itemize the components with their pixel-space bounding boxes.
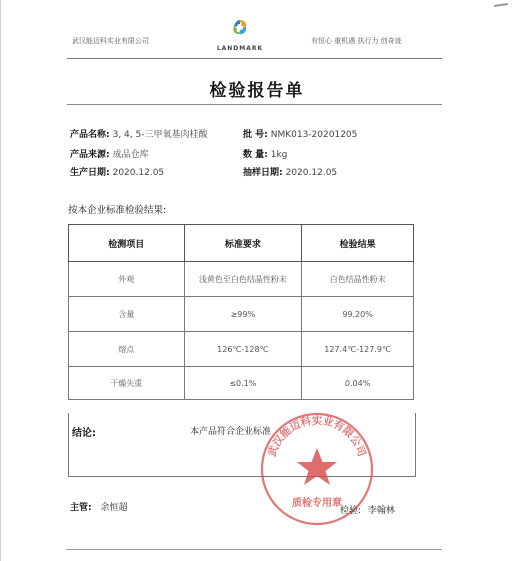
table-header-row bbox=[69, 225, 414, 262]
production-date-value: 2020.12.05 bbox=[112, 168, 165, 178]
inspector-signature bbox=[340, 503, 395, 516]
logo-text: LANDMARK bbox=[216, 45, 264, 52]
quantity-value: 1kg bbox=[270, 150, 288, 160]
scan-corner-mark bbox=[494, 3, 508, 7]
table-row bbox=[69, 367, 414, 400]
supervisor-signature bbox=[70, 500, 128, 513]
header-result: 检验结果 bbox=[302, 225, 414, 262]
product-name-value: 3, 4, 5-三甲氧基肉桂酸 bbox=[112, 130, 208, 140]
company-motto: 有恒心 重机遇 执行力 创奇迹 bbox=[311, 37, 402, 45]
footer-divider bbox=[66, 549, 442, 550]
stamp-bottom-text: 质检专用章 bbox=[292, 498, 342, 509]
product-name-label: 产品名称: bbox=[70, 130, 110, 140]
product-name-field bbox=[70, 127, 207, 140]
conclusion-label: 结论: bbox=[72, 428, 96, 439]
stamp-ring-text: 武汉能迈科实业有限公司 bbox=[266, 414, 368, 459]
table-row bbox=[69, 297, 414, 332]
conclusion-value: 本产品符合企业标准 bbox=[190, 427, 272, 437]
table-cell: 浅黄色至白色结晶性粉末 bbox=[184, 262, 302, 297]
table-row bbox=[69, 332, 414, 367]
table-cell: ≤0.1% bbox=[184, 367, 302, 400]
batch-field bbox=[243, 127, 357, 140]
production-date-field bbox=[70, 165, 164, 178]
production-date-label: 生产日期: bbox=[70, 168, 110, 178]
batch-label: 批 号: bbox=[243, 130, 268, 140]
table-cell: 99.20% bbox=[302, 297, 414, 332]
title-divider bbox=[67, 104, 442, 105]
quantity-label: 数 量: bbox=[243, 150, 268, 160]
batch-value: NMK013-20201205 bbox=[270, 130, 358, 140]
page-title: 检验报告单 bbox=[209, 81, 305, 101]
table-cell: 含量 bbox=[69, 297, 185, 332]
source-field bbox=[70, 147, 149, 160]
table-cell: 0.04% bbox=[302, 367, 414, 400]
inspector-name: 李翰林 bbox=[367, 506, 395, 516]
table-cell: 外观 bbox=[69, 262, 185, 297]
inspector-label: 检验: bbox=[340, 506, 362, 516]
table-row bbox=[69, 262, 414, 297]
company-logo bbox=[210, 18, 270, 52]
star-icon bbox=[297, 448, 337, 485]
table-cell: 白色结晶性粉末 bbox=[302, 262, 414, 297]
sampling-date-field bbox=[243, 165, 337, 178]
source-value: 成品仓库 bbox=[112, 150, 149, 160]
header-divider bbox=[67, 58, 442, 59]
company-name: 武汉能迈科实业有限公司 bbox=[72, 37, 149, 45]
table-cell: ≥99% bbox=[184, 297, 302, 332]
section-label: 按本企业标准检验结果: bbox=[68, 205, 167, 216]
table-cell: 127.4℃-127.9℃ bbox=[302, 332, 414, 367]
supervisor-label: 主管: bbox=[70, 503, 92, 513]
table-cell: 熔点 bbox=[69, 332, 185, 367]
sampling-date-value: 2020.12.05 bbox=[285, 168, 338, 178]
header-standard: 标准要求 bbox=[184, 225, 302, 262]
quantity-field bbox=[243, 147, 287, 160]
sampling-date-label: 抽样日期: bbox=[243, 168, 283, 178]
supervisor-name: 余恒超 bbox=[100, 503, 128, 513]
table-cell: 126℃-128℃ bbox=[184, 332, 302, 367]
results-table bbox=[68, 224, 414, 400]
source-label: 产品来源: bbox=[70, 150, 110, 160]
landmark-logo-icon bbox=[227, 18, 253, 40]
header-item: 检测项目 bbox=[69, 225, 185, 262]
table-cell: 干燥失重 bbox=[69, 367, 185, 400]
